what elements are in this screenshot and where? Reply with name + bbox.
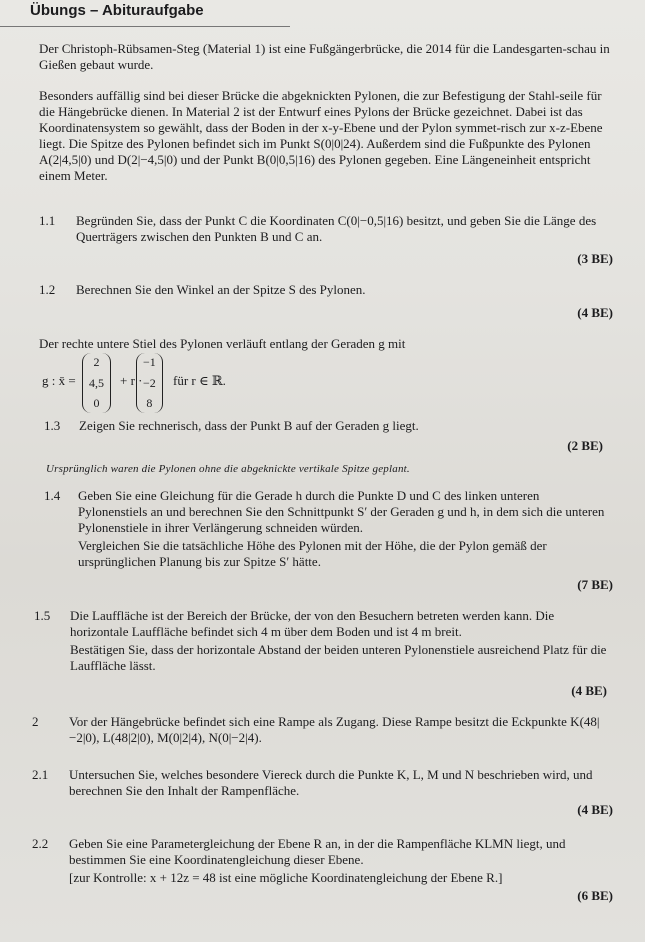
- task-text: Geben Sie eine Parametergleichung der Ebene R an, in der die Rampenfläche KLMN liegt, und bestimmen Sie eine Koordinatengleichung dieser Ebene.: [69, 836, 566, 867]
- vector-entry: 4,5: [89, 375, 104, 390]
- task-number: 1.4: [44, 488, 61, 503]
- support-vector: [82, 353, 111, 413]
- task-number: 1.1: [39, 213, 56, 228]
- task-points: (4 BE): [571, 683, 607, 698]
- vector-entry: 2: [93, 355, 100, 369]
- task-number: 2: [32, 714, 39, 729]
- task-points: (4 BE): [577, 802, 613, 817]
- task-number: 1.3: [44, 418, 61, 433]
- intro-paragraph-2: Besonders auffällig sind bei dieser Brücke die abgeknickten Pylonen, die zur Befestigung der Stahl-seile für die Hängebrücke dienen. In Material 2 ist der Entwurf eines Pylons der Brücke gezeichnet. Dabei ist das Koordinatensystem so gewählt, dass der Boden in der x-y-Ebene und der Pylon symmet-risch zur x-z-Ebene liegt. Die Spitze des Pylonen befindet sich im Punkt S(0|0|24). Außerdem sind die Fußpunkte des Pylonen A(2|4,5|0) und D(2|−4,5|0) und der Punkt B(0|0,5|16) des Pylonen gegeben. Eine Längeneinheit entspricht einem Meter.: [39, 88, 603, 183]
- task-text-2: [zur Kontrolle: x + 12z = 48 ist eine mögliche Koordinatengleichung der Ebene R.]: [69, 870, 503, 885]
- vector-entry: 8: [146, 396, 153, 410]
- task-text-2: Vergleichen Sie die tatsächliche Höhe des Pylonen mit der Höhe, die der Pylon gemäß der ursprünglichen Planung bis zur Spitze S′ hätte.: [78, 538, 547, 569]
- task-number: 1.2: [39, 282, 56, 297]
- vector-entry: 0: [93, 396, 100, 410]
- direction-vector: [136, 353, 163, 413]
- intro-paragraph-1: Der Christoph-Rübsamen-Steg (Material 1) ist eine Fußgängerbrücke, die 2014 für die Landesgarten-schau in Gießen gebaut wurde.: [39, 41, 610, 72]
- task-number: 1.5: [34, 608, 51, 623]
- line-g-label: g : x̄ =: [42, 373, 76, 388]
- task-text: Berechnen Sie den Winkel an der Spitze S des Pylonen.: [76, 282, 366, 297]
- task-number: 2.2: [32, 836, 49, 851]
- task-text: Geben Sie eine Gleichung für die Gerade h durch die Punkte D und C des linken unteren Pylonenstiels an und berechnen Sie den Schnittpunkt S′ der Geraden g und h, in dem sich die unteren Pylonenstiele in ihrer Verlängerung schneiden würden.: [78, 488, 605, 535]
- task-text: Vor der Hängebrücke befindet sich eine Rampe als Zugang. Diese Rampe besitzt die Eckpunkte K(48|−2|0), L(48|2|0), M(0|2|4), N(0|−2|4).: [69, 714, 600, 745]
- task-text: Zeigen Sie rechnerisch, dass der Punkt B auf der Geraden g liegt.: [79, 418, 419, 433]
- vector-entry: −1: [143, 355, 156, 369]
- task-text: Die Lauffläche ist der Bereich der Brücke, der von den Besuchern betreten werden kann. Die horizontale Lauffläche befindet sich 4 m über dem Boden und ist 4 m breit.: [70, 608, 555, 639]
- task-text-2: Bestätigen Sie, dass der horizontale Abstand der beiden unteren Pylonenstiele ausreichend Platz für die Lauffläche lässt.: [70, 642, 607, 673]
- task-number: 2.1: [32, 767, 49, 782]
- task-points: (6 BE): [577, 888, 613, 903]
- task-points: (2 BE): [567, 438, 603, 453]
- page-header: Übungs – Abituraufgabe: [0, 0, 290, 27]
- line-g-suffix: für r ∈ ℝ.: [173, 373, 226, 388]
- note-original-plan: Ursprünglich waren die Pylonen ohne die abgeknickte vertikale Spitze geplant.: [46, 463, 410, 475]
- task-text: Begründen Sie, dass der Punkt C die Koordinaten C(0|−0,5|16) besitzt, und geben Sie die Länge des Querträgers zwischen den Punkten B und C an.: [76, 213, 597, 244]
- plus-r: + r ·: [120, 373, 143, 388]
- vector-entry: −2: [143, 375, 156, 390]
- task-text: Untersuchen Sie, welches besondere Viereck durch die Punkte K, L, M und N beschrieben wird, und berechnen Sie den Inhalt der Rampenfläche.: [69, 767, 593, 798]
- task-points: (7 BE): [577, 577, 613, 592]
- line-g-intro: Der rechte untere Stiel des Pylonen verläuft entlang der Geraden g mit: [39, 336, 406, 351]
- task-points: (4 BE): [577, 305, 613, 320]
- task-points: (3 BE): [577, 251, 613, 266]
